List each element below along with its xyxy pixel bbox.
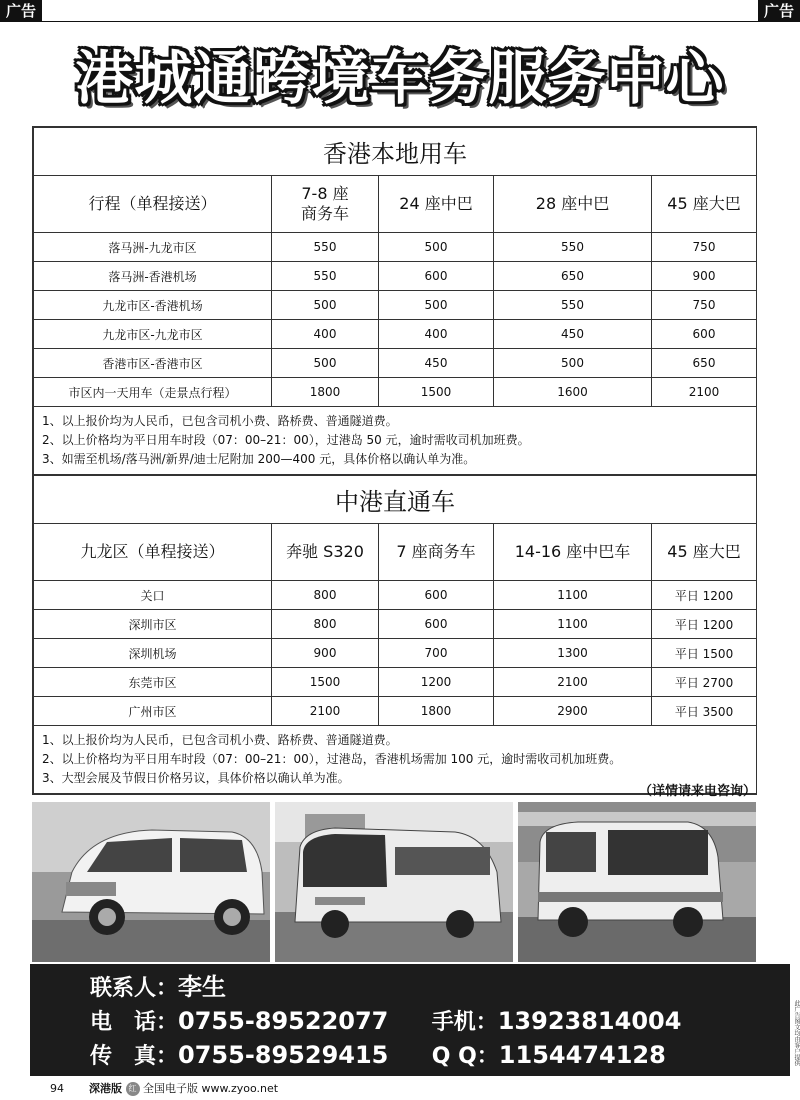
route-cell: 落马洲-九龙市区 bbox=[34, 233, 272, 262]
route-cell: 关口 bbox=[34, 581, 272, 610]
page-headline: 港城通跨境车务服务中心 bbox=[75, 44, 725, 112]
hk-local-table bbox=[33, 127, 757, 475]
price-cell: 400 bbox=[272, 320, 379, 349]
route-cell: 深圳机场 bbox=[34, 639, 272, 668]
contact-panel bbox=[30, 964, 790, 1076]
edition-badge: 红 bbox=[126, 1082, 140, 1096]
hk-col-header: 行程（单程接送） bbox=[34, 176, 272, 233]
price-cell: 2100 bbox=[652, 378, 757, 407]
note-line: 1、以上报价均为人民币，已包含司机小费、路桥费、普通隧道费。 bbox=[42, 733, 398, 747]
cb-col-header: 奔驰 S320 bbox=[272, 524, 379, 581]
contact-phone-line bbox=[90, 1006, 681, 1036]
price-cell: 平日 1200 bbox=[652, 610, 757, 639]
table-row bbox=[34, 668, 757, 697]
cb-col-header: 14-16 座中巴车 bbox=[494, 524, 652, 581]
cb-col-header: 九龙区（单程接送） bbox=[34, 524, 272, 581]
price-cell: 750 bbox=[652, 291, 757, 320]
hk-col-header: 7-8 座 商务车 bbox=[272, 176, 379, 233]
qq-number: 1154474128 bbox=[498, 1041, 666, 1069]
note-line: 2、以上价格均为平日用车时段（07：00–21：00），过港岛，香港机场需加 100 元，逾时需收司机加班费。 bbox=[42, 752, 622, 766]
mobile-number: 13923814004 bbox=[497, 1007, 682, 1035]
price-cell: 600 bbox=[652, 320, 757, 349]
ad-tag-left: 广告 bbox=[0, 0, 42, 22]
price-tables bbox=[32, 126, 757, 795]
top-divider bbox=[0, 21, 800, 22]
price-cell: 2100 bbox=[272, 697, 379, 726]
price-cell: 550 bbox=[494, 233, 652, 262]
price-cell: 550 bbox=[272, 233, 379, 262]
price-cell: 2100 bbox=[494, 668, 652, 697]
route-cell: 市区内一天用车（走景点行程） bbox=[34, 378, 272, 407]
route-cell: 落马洲-香港机场 bbox=[34, 262, 272, 291]
route-cell: 广州市区 bbox=[34, 697, 272, 726]
price-cell: 1200 bbox=[379, 668, 494, 697]
note-line: 1、以上报价均为人民币，已包含司机小费、路桥费、普通隧道费。 bbox=[42, 414, 398, 428]
hk-local-title: 香港本地用车 bbox=[34, 128, 757, 176]
price-cell: 500 bbox=[272, 349, 379, 378]
route-cell: 九龙市区-香港机场 bbox=[34, 291, 272, 320]
table-row bbox=[34, 610, 757, 639]
route-cell: 九龙市区-九龙市区 bbox=[34, 320, 272, 349]
phone-label: 电 话： bbox=[90, 1010, 179, 1035]
price-cell: 1800 bbox=[379, 697, 494, 726]
qq-label: Q Q： bbox=[431, 1044, 499, 1069]
contact-fax-line bbox=[90, 1040, 666, 1070]
vehicle-photos bbox=[32, 802, 757, 962]
coach-photo bbox=[275, 802, 514, 962]
edition-label: 深港版 bbox=[89, 1082, 122, 1095]
contact-person-name: 李生 bbox=[178, 973, 227, 1001]
hk-col-header: 45 座大巴 bbox=[652, 176, 757, 233]
price-cell: 1500 bbox=[272, 668, 379, 697]
hk-col-header: 24 座中巴 bbox=[379, 176, 494, 233]
price-cell: 平日 2700 bbox=[652, 668, 757, 697]
table-row bbox=[34, 320, 757, 349]
price-cell: 600 bbox=[379, 262, 494, 291]
cb-col-header: 45 座大巴 bbox=[652, 524, 757, 581]
table-row bbox=[34, 291, 757, 320]
price-cell: 平日 1200 bbox=[652, 581, 757, 610]
route-cell: 东莞市区 bbox=[34, 668, 272, 697]
price-cell: 450 bbox=[379, 349, 494, 378]
price-cell: 450 bbox=[494, 320, 652, 349]
price-cell: 750 bbox=[652, 233, 757, 262]
price-cell: 1100 bbox=[494, 581, 652, 610]
table-row bbox=[34, 233, 757, 262]
contact-person-line bbox=[90, 972, 226, 1002]
price-cell: 650 bbox=[652, 349, 757, 378]
price-cell: 700 bbox=[379, 639, 494, 668]
price-cell: 500 bbox=[494, 349, 652, 378]
hk-notes bbox=[34, 407, 757, 475]
mobile-label: 手机： bbox=[431, 1010, 498, 1035]
contact-person-label: 联系人： bbox=[90, 976, 179, 1001]
fax-number: 0755-89529415 bbox=[178, 1041, 389, 1069]
table-row bbox=[34, 349, 757, 378]
price-cell: 平日 1500 bbox=[652, 639, 757, 668]
ad-tag-right: 广告 bbox=[758, 0, 800, 22]
note-line: 3、如需至机场/落马洲/新界/迪士尼附加 200—400 元，具体价格以确认单为准。 bbox=[42, 452, 476, 466]
route-cell: 香港市区-香港市区 bbox=[34, 349, 272, 378]
cross-border-table bbox=[33, 475, 757, 794]
table-row bbox=[34, 697, 757, 726]
phone-number: 0755-89522077 bbox=[178, 1007, 389, 1035]
cb-col-header: 7 座商务车 bbox=[379, 524, 494, 581]
consult-note: （详情请来电咨询） bbox=[638, 784, 756, 799]
price-cell: 900 bbox=[652, 262, 757, 291]
price-cell: 500 bbox=[379, 233, 494, 262]
price-cell: 900 bbox=[272, 639, 379, 668]
route-cell: 深圳市区 bbox=[34, 610, 272, 639]
page-number: 94 bbox=[50, 1082, 64, 1095]
page-footer bbox=[50, 1080, 278, 1098]
price-cell: 550 bbox=[494, 291, 652, 320]
mpv-photo bbox=[32, 802, 271, 962]
price-cell: 2900 bbox=[494, 697, 652, 726]
price-cell: 1600 bbox=[494, 378, 652, 407]
price-cell: 600 bbox=[379, 581, 494, 610]
price-cell: 650 bbox=[494, 262, 652, 291]
note-line: 2、以上价格均为平日用车时段（07：00–21：00），过港岛 50 元，逾时需收司机加班费。 bbox=[42, 433, 530, 447]
hk-col-header: 28 座中巴 bbox=[494, 176, 652, 233]
site-label: 全国电子版 www.zyoo.net bbox=[143, 1082, 279, 1095]
note-line: 3、大型会展及节假日价格另议，具体价格以确认单为准。 bbox=[42, 771, 350, 785]
price-cell: 平日 3500 bbox=[652, 697, 757, 726]
cross-border-title: 中港直通车 bbox=[34, 476, 757, 524]
price-cell: 1500 bbox=[379, 378, 494, 407]
price-cell: 500 bbox=[379, 291, 494, 320]
price-cell: 1800 bbox=[272, 378, 379, 407]
price-cell: 800 bbox=[272, 581, 379, 610]
table-row bbox=[34, 639, 757, 668]
table-row bbox=[34, 581, 757, 610]
price-cell: 400 bbox=[379, 320, 494, 349]
table-row bbox=[34, 378, 757, 407]
table-row bbox=[34, 262, 757, 291]
fax-label: 传 真： bbox=[90, 1044, 179, 1069]
price-cell: 1100 bbox=[494, 610, 652, 639]
side-disclaimer: 此广告图文均由客户提供 bbox=[793, 1000, 800, 1066]
price-cell: 550 bbox=[272, 262, 379, 291]
minibus-photo bbox=[518, 802, 757, 962]
price-cell: 600 bbox=[379, 610, 494, 639]
price-cell: 1300 bbox=[494, 639, 652, 668]
price-cell: 800 bbox=[272, 610, 379, 639]
price-cell: 500 bbox=[272, 291, 379, 320]
